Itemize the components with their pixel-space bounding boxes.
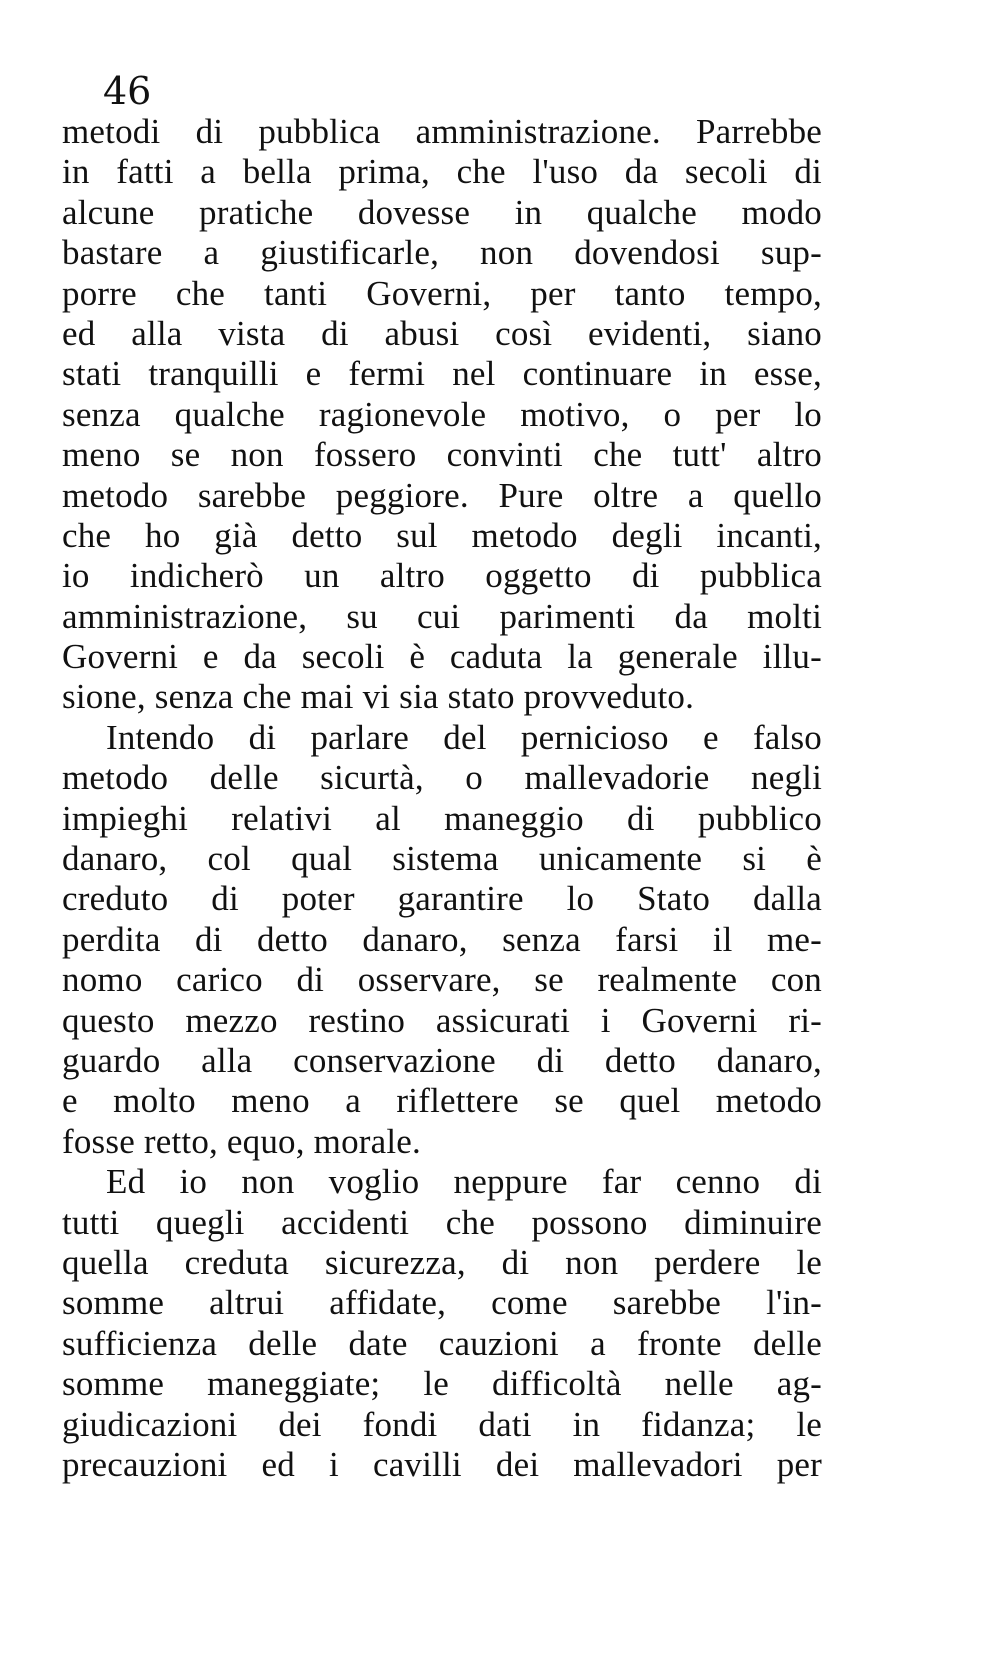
text-line: senza qualche ragionevole motivo, o per lo xyxy=(62,394,822,434)
text-line: tutti quegli accidenti che possono diminuire xyxy=(62,1202,822,1242)
text-line: questo mezzo restino assicurati i Governi ri- xyxy=(62,1000,822,1040)
text-line: perdita di detto danaro, senza farsi il me- xyxy=(62,919,822,959)
text-line: creduto di poter garantire lo Stato dalla xyxy=(62,879,822,919)
text-line: io indicherò un altro oggetto di pubblica xyxy=(62,556,822,596)
body-text xyxy=(62,112,822,1485)
text-line: e molto meno a riflettere se quel metodo xyxy=(62,1081,822,1121)
text-line: amministrazione, su cui parimenti da molti xyxy=(62,596,822,636)
text-line: quella creduta sicurezza, di non perdere le xyxy=(62,1242,822,1282)
text-line: precauzioni ed i cavilli dei mallevadori per xyxy=(62,1444,822,1484)
text-line: ed alla vista di abusi così evidenti, siano xyxy=(62,313,822,353)
text-line: sufficienza delle date cauzioni a fronte delle xyxy=(62,1323,822,1363)
text-line: guardo alla conservazione di detto danaro, xyxy=(62,1040,822,1080)
text-line: giudicazioni dei fondi dati in fidanza; le xyxy=(62,1404,822,1444)
text-line: meno se non fossero convinti che tutt' altro xyxy=(62,435,822,475)
text-line: Ed io non voglio neppure far cenno di xyxy=(106,1162,822,1202)
text-line: fosse retto, equo, morale. xyxy=(62,1121,421,1161)
text-line: somme altrui affidate, come sarebbe l'in- xyxy=(62,1283,822,1323)
text-line: alcune pratiche dovesse in qualche modo xyxy=(62,192,822,232)
text-line: stati tranquilli e fermi nel continuare in esse, xyxy=(62,354,822,394)
text-line: impieghi relativi al maneggio di pubblico xyxy=(62,798,822,838)
text-line: porre che tanti Governi, per tanto tempo, xyxy=(62,273,822,313)
text-line: in fatti a bella prima, che l'uso da secoli di xyxy=(62,152,822,192)
text-line: sione, senza che mai vi sia stato provveduto. xyxy=(62,677,695,717)
text-line: nomo carico di osservare, se realmente con xyxy=(62,960,822,1000)
text-line: somme maneggiate; le difficoltà nelle ag- xyxy=(62,1364,822,1404)
text-line: Intendo di parlare del pernicioso e falso xyxy=(106,717,822,757)
text-line: metodo sarebbe peggiore. Pure oltre a quello xyxy=(62,475,822,515)
text-line: bastare a giustificarle, non dovendosi sup- xyxy=(62,233,822,273)
page-number: 46 xyxy=(103,69,152,113)
text-line: metodo delle sicurtà, o mallevadorie negli xyxy=(62,758,822,798)
text-line: che ho già detto sul metodo degli incanti, xyxy=(62,515,822,555)
text-line: metodi di pubblica amministrazione. Parrebbe xyxy=(62,112,822,151)
text-line: Governi e da secoli è caduta la generale illu- xyxy=(62,637,822,677)
text-line: danaro, col qual sistema unicamente si è xyxy=(62,839,822,879)
